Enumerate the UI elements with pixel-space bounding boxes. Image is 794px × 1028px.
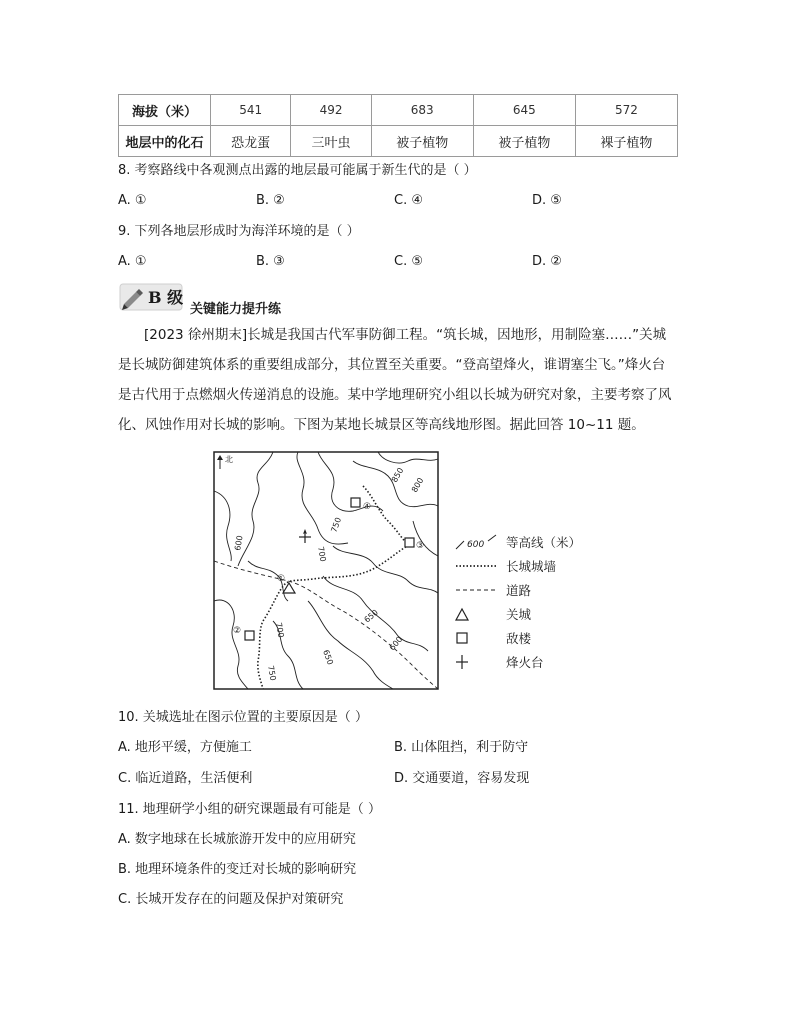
tower-legend-icon <box>454 628 504 648</box>
passage-text: [2023 徐州期末]长城是我国古代军事防御工程。“筑长城，因地形，用制险塞……”关城是长城防御建筑体系的重要组成部分，其位置至关重要。“登高望烽火，谁谓塞尘飞。”烽火台是古代用于点燃烟火传递消息的设施。某中学地理研究小组以长城为研究对象，主要考察了风化、风蚀作用对长城的影响。下图为某地长城景区等高线地形图。据此回答 10~11 题。 <box>118 327 672 433</box>
contour-label: 600 <box>233 534 245 552</box>
question-10-stem: 10. 关城选址在图示位置的主要原因是（ ） <box>118 710 368 725</box>
legend-contour-label: 等高线（米） <box>506 535 582 550</box>
legend-tower-label: 敌楼 <box>506 631 532 646</box>
wall-legend-icon <box>454 556 504 576</box>
road-legend-icon <box>454 580 504 600</box>
legend-beacon <box>454 650 614 674</box>
q8-option-b[interactable]: B. ② <box>256 193 285 208</box>
table-cell: 683 <box>371 95 473 126</box>
table-cell: 裸子植物 <box>575 126 677 157</box>
contour-label: 600 <box>387 634 405 653</box>
q11-option-a[interactable]: A. 数字地球在长城旅游开发中的应用研究 <box>118 832 356 847</box>
marker-1: ① <box>277 574 286 584</box>
enemy-tower-icon <box>405 538 414 547</box>
table-cell: 541 <box>211 95 291 126</box>
map-legend <box>454 530 614 674</box>
badge-label: B 级 <box>148 288 184 307</box>
table-cell: 被子植物 <box>371 126 473 157</box>
pass-legend-icon <box>454 604 504 624</box>
q8-option-c[interactable]: C. ④ <box>394 193 423 208</box>
contour-label: 700 <box>316 545 328 563</box>
q10-option-b[interactable]: B. 山体阻挡，利于防守 <box>394 740 529 755</box>
table-cell: 572 <box>575 95 677 126</box>
legend-contour-sample: 600 <box>467 540 485 550</box>
contour-label: 800 <box>409 476 426 494</box>
fossil-table <box>118 94 678 157</box>
enemy-tower-icon <box>245 631 254 640</box>
marker-3: ③ <box>416 541 425 551</box>
legend-road <box>454 578 614 602</box>
q10-option-c[interactable]: C. 临近道路，生活便利 <box>118 771 253 786</box>
q9-option-d[interactable]: D. ② <box>532 254 562 269</box>
legend-wall-label: 长城城墙 <box>506 559 557 574</box>
q9-option-a[interactable]: A. ① <box>118 254 147 269</box>
passage <box>118 320 678 440</box>
legend-tower <box>454 626 614 650</box>
table-cell: 恐龙蛋 <box>211 126 291 157</box>
table-cell: 645 <box>473 95 575 126</box>
section-title: 关键能力提升练 <box>190 302 282 317</box>
contour-label: 750 <box>329 516 344 534</box>
q10-option-a[interactable]: A. 地形平缓，方便施工 <box>118 740 252 755</box>
legend-pass <box>454 602 614 626</box>
table-cell: 三叶虫 <box>291 126 371 157</box>
table-cell: 被子植物 <box>473 126 575 157</box>
q8-option-d[interactable]: D. ⑤ <box>532 193 562 208</box>
beacon-legend-icon <box>454 652 504 672</box>
marker-4: ④ <box>363 502 372 512</box>
contour-label: 650 <box>321 648 335 667</box>
table-row <box>119 95 678 126</box>
badge-graphic <box>118 282 184 312</box>
legend-contour <box>454 530 614 554</box>
contour-label: 700 <box>274 621 286 639</box>
contour-label: 650 <box>362 607 380 625</box>
enemy-tower-icon <box>351 498 360 507</box>
contour-label: 850 <box>389 466 406 484</box>
q8-option-a[interactable]: A. ① <box>118 193 147 208</box>
level-b-badge <box>118 282 184 312</box>
legend-beacon-label: 烽火台 <box>506 655 544 670</box>
q9-option-b[interactable]: B. ③ <box>256 254 285 269</box>
q11-option-c[interactable]: C. 长城开发存在的问题及保护对策研究 <box>118 892 344 907</box>
row-header-altitude: 海拔（米） <box>119 95 211 126</box>
q10-option-d[interactable]: D. 交通要道，容易发现 <box>394 771 530 786</box>
question-11-stem: 11. 地理研学小组的研究课题最有可能是（ ） <box>118 802 381 817</box>
q9-option-c[interactable]: C. ⑤ <box>394 254 423 269</box>
legend-wall <box>454 554 614 578</box>
contour-label: 750 <box>266 664 278 682</box>
row-header-fossil: 地层中的化石 <box>119 126 211 157</box>
marker-2: ② <box>233 626 242 636</box>
question-8-stem: 8. 考察路线中各观测点出露的地层最可能属于新生代的是（ ） <box>118 163 477 178</box>
contour-legend-icon <box>454 532 504 552</box>
table-row <box>119 126 678 157</box>
legend-pass-label: 关城 <box>506 607 532 622</box>
q11-option-b[interactable]: B. 地理环境条件的变迁对长城的影响研究 <box>118 862 357 877</box>
legend-road-label: 道路 <box>506 583 532 598</box>
table-cell: 492 <box>291 95 371 126</box>
contour-map-svg <box>213 451 439 690</box>
contour-map <box>213 451 439 690</box>
question-9-stem: 9. 下列各地层形成时为海洋环境的是（ ） <box>118 224 360 239</box>
north-label: 北 <box>225 455 233 464</box>
